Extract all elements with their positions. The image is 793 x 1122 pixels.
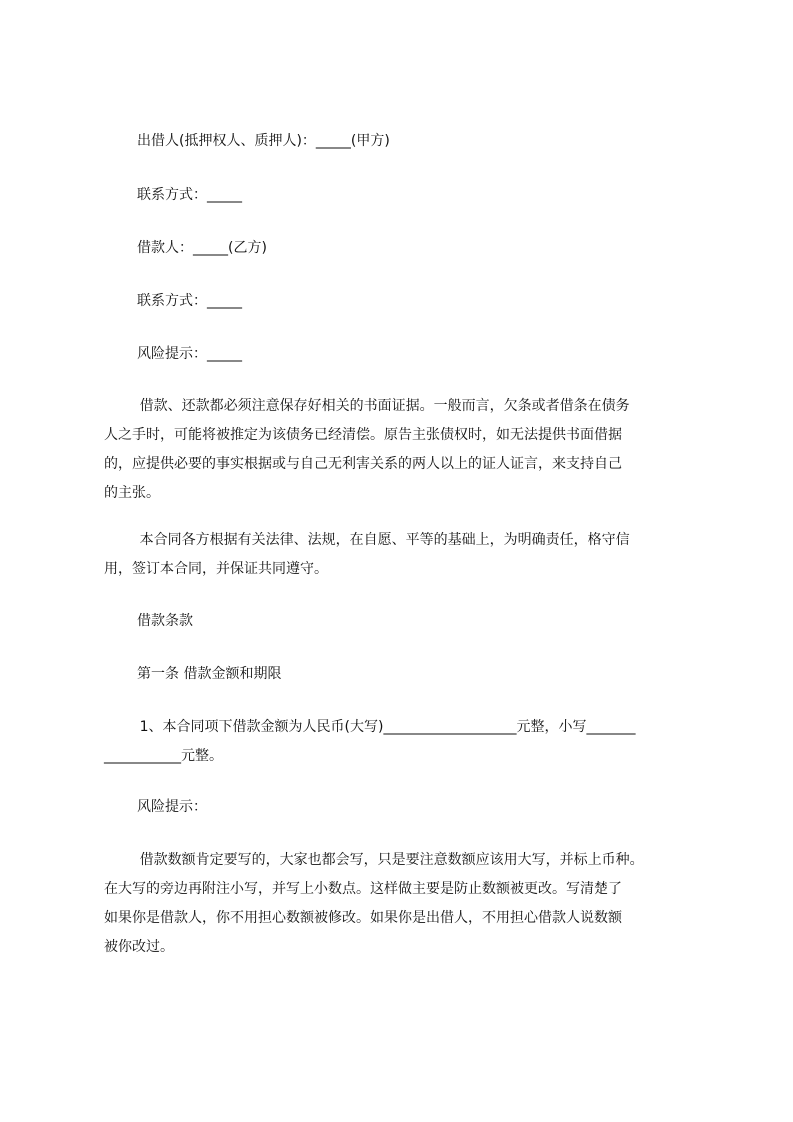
lender-line: 出借人(抵押权人、质押人)：_____(甲方) — [137, 133, 390, 149]
amount-advice-paragraph: 借款数额肯定要写的，大家也都会写，只是要注意数额应该用大写，并标上币种。 在大写的旁边再附注小写，并写上小数点。这样做主要是防止数额被更改。写清楚了 如果你是借款人，你不用担心数额被修改。如果你是出借人，不用担心借款人说数额 被你改过。 — [104, 852, 644, 955]
borrower-line: 借款人：_____(乙方) — [137, 240, 267, 256]
risk-hint-line: 风险提示：_____ — [137, 346, 242, 362]
section-heading: 借款条款 — [137, 613, 193, 629]
contract-intro-paragraph: 本合同各方根据有关法律、法规，在自愿、平等的基础上，为明确责任，格守信 用，签订本合同，并保证共同遵守。 — [104, 532, 630, 577]
evidence-paragraph: 借款、还款都必须注意保存好相关的书面证据。一般而言，欠条或者借条在债务 人之手时，可能将被推定为该债务已经清偿。原告主张债权时，如无法提供书面借据 的，应提供必要的事实根据或与自己无利害关系的两人以上的证人证言，来支持自己 的主张。 — [104, 398, 630, 501]
article-1-heading: 第一条 借款金额和期限 — [137, 666, 282, 682]
clause-1-paragraph: 1、本合同项下借款金额为人民币(大写)___________________元整，小写_______ ___________元整。 — [104, 719, 636, 764]
risk-hint-heading: 风险提示： — [137, 799, 207, 815]
lender-contact-line: 联系方式：_____ — [137, 187, 242, 203]
borrower-contact-line: 联系方式：_____ — [137, 293, 242, 309]
